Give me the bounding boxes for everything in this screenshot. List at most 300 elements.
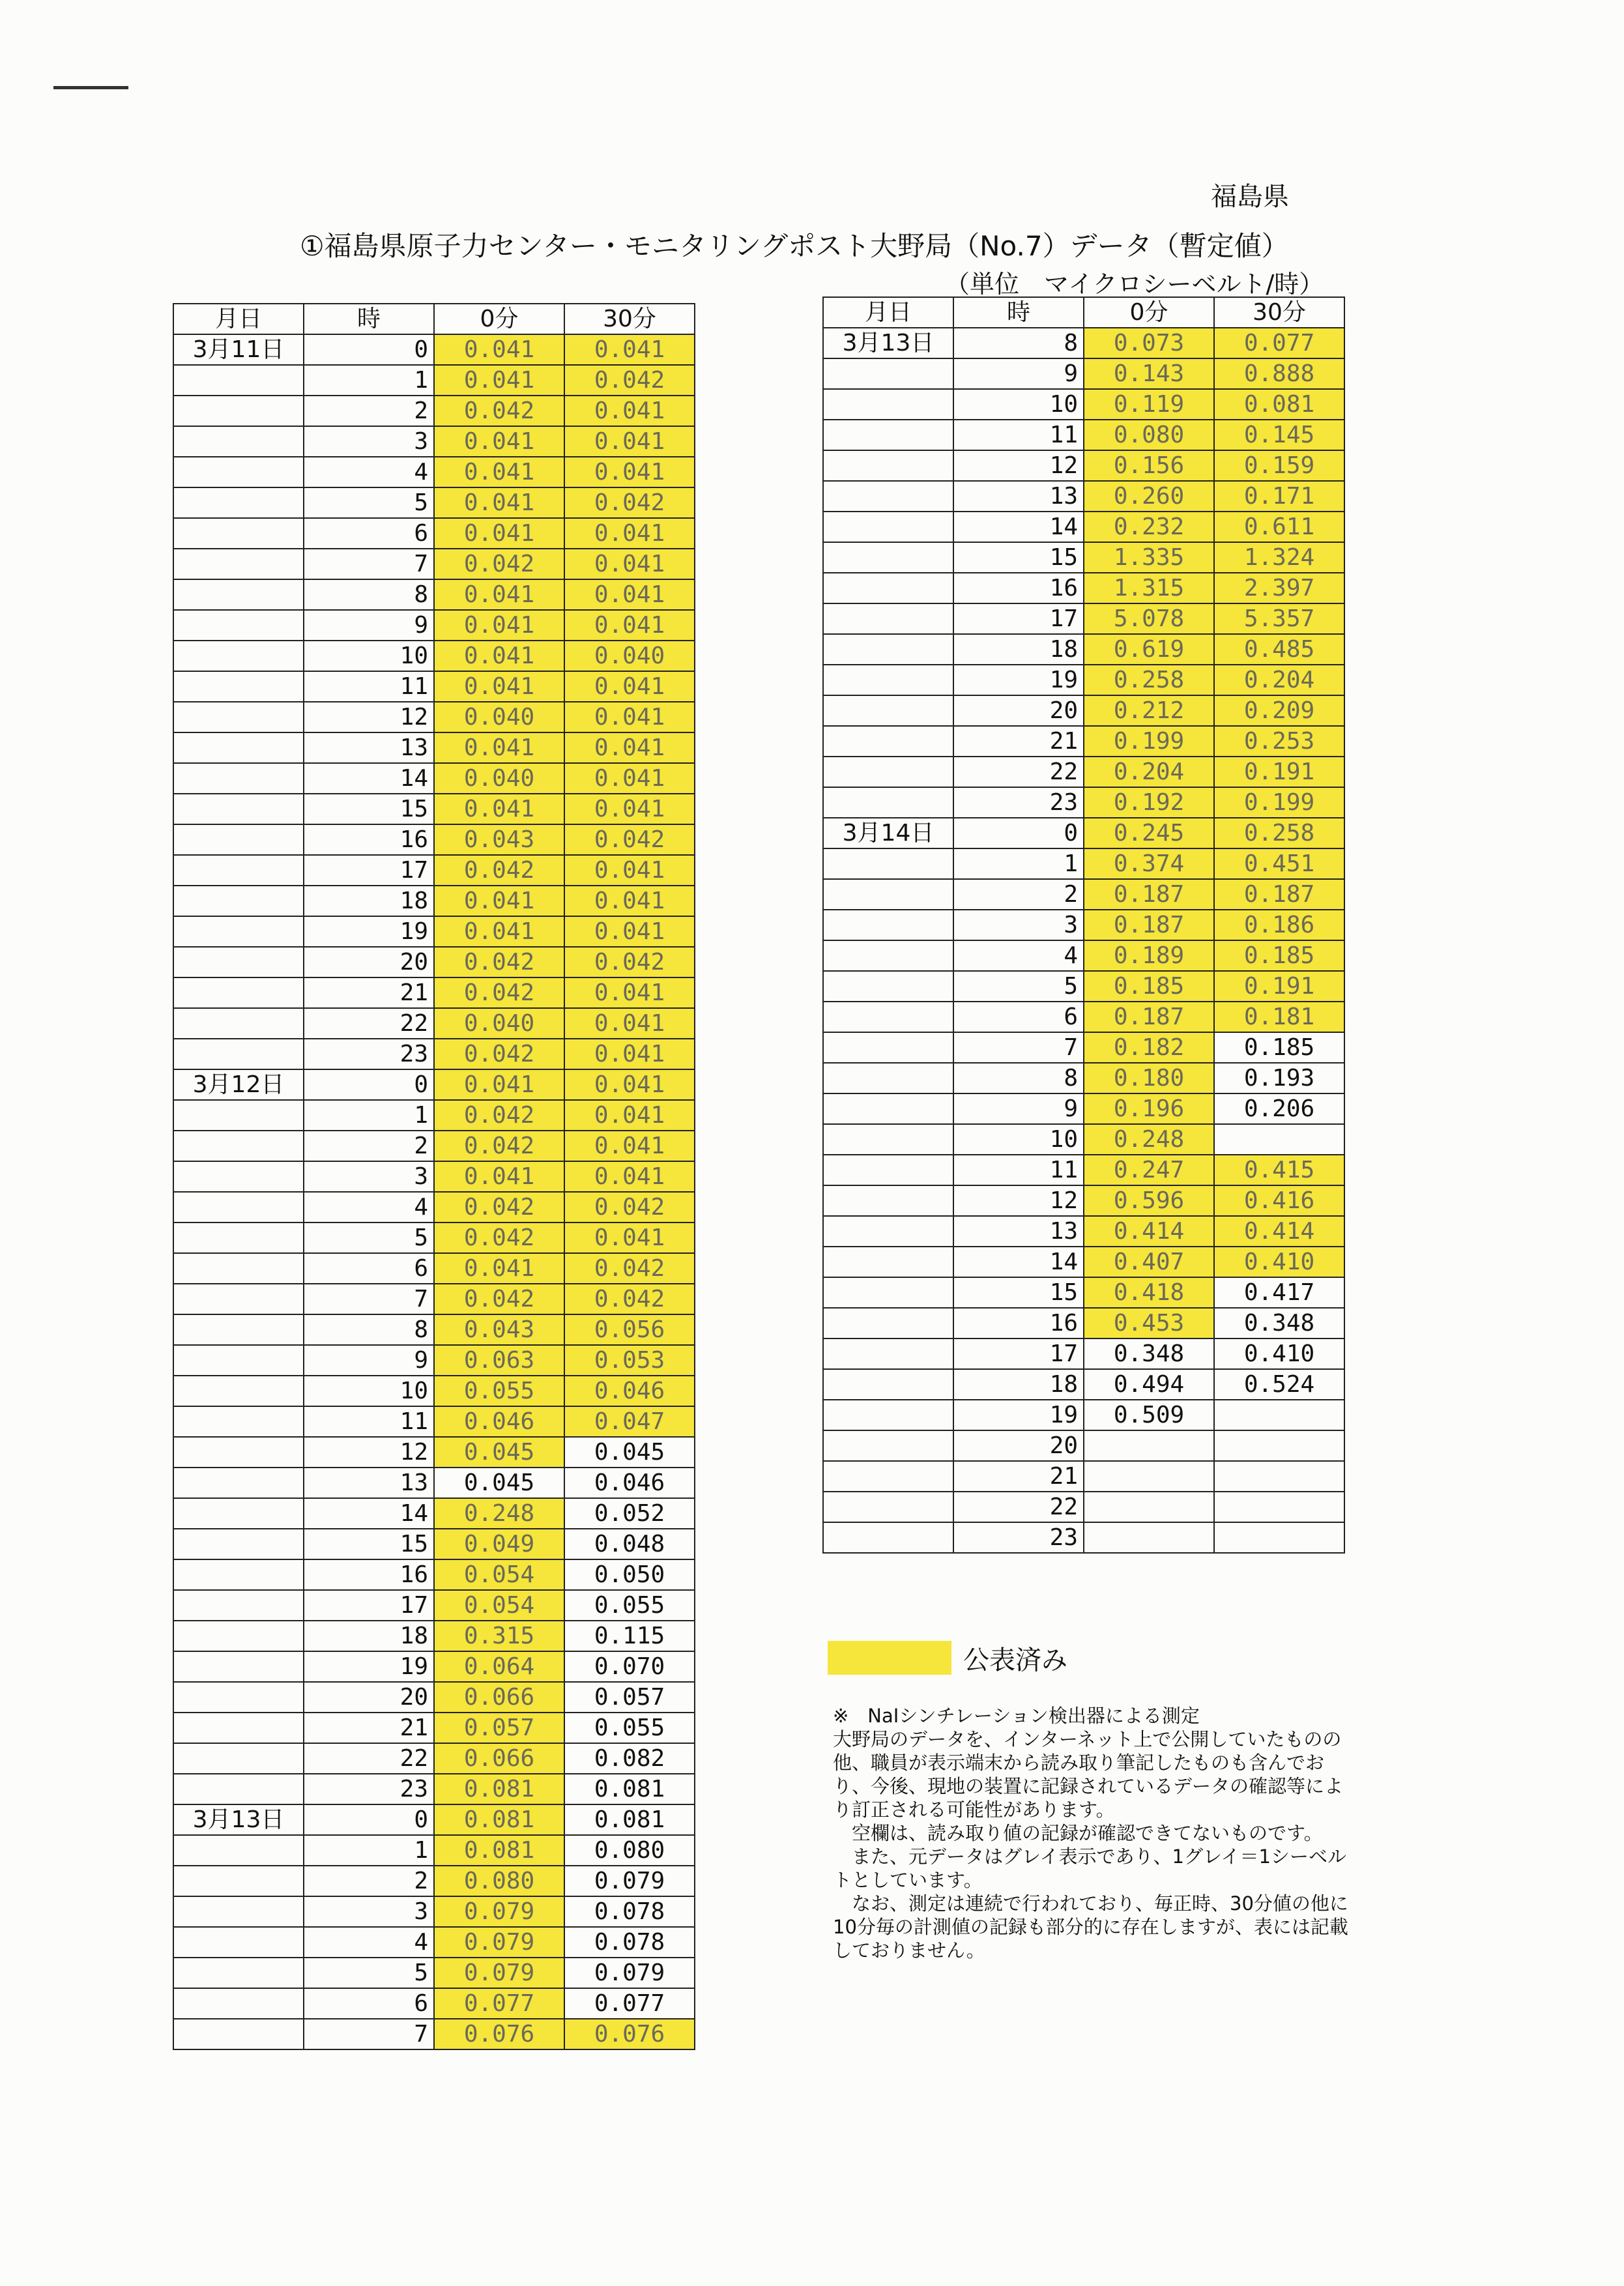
date-cell	[823, 1400, 953, 1430]
value-30min-cell: 0.042	[564, 947, 695, 977]
table-row	[173, 1406, 695, 1437]
value-30min-cell: 2.397	[1214, 573, 1344, 603]
hour-cell: 9	[953, 358, 1084, 389]
value-0min-cell: 0.042	[434, 1039, 564, 1069]
value-30min-cell: 0.050	[564, 1559, 695, 1590]
table-row	[173, 1284, 695, 1314]
hour-cell: 6	[304, 518, 434, 549]
value-30min-cell: 0.041	[564, 334, 695, 365]
value-0min-cell: 0.619	[1084, 634, 1214, 665]
value-30min-cell: 0.080	[564, 1835, 695, 1866]
date-cell	[823, 1492, 953, 1522]
value-0min-cell: 0.041	[434, 487, 564, 518]
hour-cell: 13	[304, 1468, 434, 1498]
hour-cell: 16	[304, 1559, 434, 1590]
note-line: 大野局のデータを、インターネット上で公開していたものの他、職員が表示端末から読み取り筆記したものも含んでおり、今後、現地の装置に記録されているデータの確認等により訂正される可能性があります。	[833, 1728, 1344, 1821]
column-header-hour: 時	[304, 304, 434, 334]
table-row	[173, 763, 695, 794]
value-0min-cell: 0.245	[1084, 818, 1214, 848]
notes	[833, 1704, 1354, 1962]
table-row	[173, 1621, 695, 1651]
hour-cell: 22	[953, 1492, 1084, 1522]
value-30min-cell: 0.078	[564, 1927, 695, 1958]
value-0min-cell: 0.374	[1084, 848, 1214, 879]
value-0min-cell: 0.041	[434, 426, 564, 457]
date-cell	[823, 1522, 953, 1553]
date-cell	[173, 1131, 304, 1161]
hour-cell: 3	[304, 1161, 434, 1192]
hour-cell: 0	[304, 1804, 434, 1835]
date-cell: 3月13日	[173, 1804, 304, 1835]
hour-cell: 20	[953, 695, 1084, 726]
value-0min-cell: 0.073	[1084, 328, 1214, 358]
value-30min-cell	[1214, 1124, 1344, 1155]
table-row	[173, 457, 695, 487]
date-cell	[173, 1621, 304, 1651]
table-row	[173, 1590, 695, 1621]
date-cell	[173, 1100, 304, 1131]
table-row	[823, 695, 1344, 726]
date-cell	[173, 702, 304, 732]
hour-cell: 0	[953, 818, 1084, 848]
value-0min-cell: 0.041	[434, 794, 564, 824]
value-0min-cell: 0.041	[434, 886, 564, 916]
date-cell	[173, 1437, 304, 1468]
prefecture-label: 福島県	[1211, 182, 1289, 212]
hour-cell: 12	[953, 450, 1084, 481]
value-30min-cell: 0.041	[564, 671, 695, 702]
value-30min-cell: 0.041	[564, 702, 695, 732]
value-30min-cell: 0.159	[1214, 450, 1344, 481]
table-row	[173, 1100, 695, 1131]
value-0min-cell: 5.078	[1084, 603, 1214, 634]
value-0min-cell: 0.042	[434, 1131, 564, 1161]
value-30min-cell: 0.057	[564, 1682, 695, 1713]
value-0min-cell: 0.315	[434, 1621, 564, 1651]
hour-cell: 3	[953, 910, 1084, 940]
hour-cell: 10	[953, 389, 1084, 420]
hour-cell: 5	[304, 487, 434, 518]
hour-cell: 21	[953, 1461, 1084, 1492]
value-30min-cell: 0.042	[564, 487, 695, 518]
value-30min-cell: 0.042	[564, 824, 695, 855]
hour-cell: 21	[304, 1713, 434, 1743]
table-row	[823, 450, 1344, 481]
hour-cell: 4	[953, 940, 1084, 971]
date-cell	[173, 1468, 304, 1498]
value-30min-cell: 1.324	[1214, 542, 1344, 573]
legend-swatch	[828, 1641, 951, 1675]
value-0min-cell: 0.418	[1084, 1277, 1214, 1308]
table-row	[173, 1468, 695, 1498]
value-30min-cell: 0.052	[564, 1498, 695, 1529]
value-0min-cell: 0.041	[434, 518, 564, 549]
value-0min-cell: 0.494	[1084, 1369, 1214, 1400]
hour-cell: 14	[304, 763, 434, 794]
value-0min-cell: 0.057	[434, 1713, 564, 1743]
hour-cell: 18	[953, 634, 1084, 665]
note-line: なお、測定は連続で行われており、毎正時、30分値の他に10分毎の計測値の記録も部分的に存在しますが、表には記載しておりません。	[833, 1892, 1348, 1961]
value-30min-cell: 0.047	[564, 1406, 695, 1437]
date-cell	[823, 1185, 953, 1216]
value-0min-cell: 0.063	[434, 1345, 564, 1376]
table-row	[173, 549, 695, 579]
hour-cell: 0	[304, 334, 434, 365]
value-0min-cell: 0.196	[1084, 1093, 1214, 1124]
date-cell	[173, 1559, 304, 1590]
date-cell	[823, 726, 953, 757]
table-row	[173, 365, 695, 396]
value-0min-cell: 0.066	[434, 1743, 564, 1774]
hour-cell: 13	[953, 1216, 1084, 1247]
date-cell	[173, 1376, 304, 1406]
date-cell	[173, 365, 304, 396]
table-row	[173, 1069, 695, 1100]
value-30min-cell: 0.415	[1214, 1155, 1344, 1185]
date-cell	[823, 910, 953, 940]
column-header-30min: 30分	[1214, 297, 1344, 328]
date-cell	[173, 1314, 304, 1345]
hour-cell: 14	[953, 1247, 1084, 1277]
value-30min-cell: 0.410	[1214, 1247, 1344, 1277]
hour-cell: 16	[953, 1308, 1084, 1338]
table-row	[173, 1743, 695, 1774]
table-row	[173, 1376, 695, 1406]
value-0min-cell: 0.414	[1084, 1216, 1214, 1247]
value-0min-cell: 0.192	[1084, 787, 1214, 818]
table-row	[173, 1039, 695, 1069]
value-30min-cell: 0.077	[1214, 328, 1344, 358]
table-row	[823, 1338, 1344, 1369]
table-row	[823, 634, 1344, 665]
value-30min-cell: 0.041	[564, 886, 695, 916]
value-0min-cell: 0.081	[434, 1804, 564, 1835]
date-cell	[173, 794, 304, 824]
hour-cell: 15	[304, 1529, 434, 1559]
value-30min-cell: 0.204	[1214, 665, 1344, 695]
hour-cell: 7	[304, 2019, 434, 2049]
table-row	[173, 610, 695, 641]
table-row	[173, 334, 695, 365]
date-cell	[173, 763, 304, 794]
date-cell	[173, 1743, 304, 1774]
value-0min-cell: 0.041	[434, 916, 564, 947]
value-30min-cell: 0.076	[564, 2019, 695, 2049]
value-0min-cell: 0.081	[434, 1774, 564, 1804]
date-cell	[173, 426, 304, 457]
date-cell	[173, 1835, 304, 1866]
table-row	[823, 818, 1344, 848]
date-cell	[823, 940, 953, 971]
value-30min-cell: 0.485	[1214, 634, 1344, 665]
date-cell	[823, 450, 953, 481]
hour-cell: 19	[304, 1651, 434, 1682]
date-cell	[173, 1774, 304, 1804]
value-0min-cell: 0.079	[434, 1958, 564, 1988]
value-30min-cell: 0.258	[1214, 818, 1344, 848]
table-row	[823, 1032, 1344, 1063]
value-0min-cell: 0.045	[434, 1437, 564, 1468]
hour-cell: 20	[304, 947, 434, 977]
hour-cell: 17	[953, 603, 1084, 634]
hour-cell: 13	[304, 732, 434, 763]
date-cell	[823, 1032, 953, 1063]
table-row	[823, 481, 1344, 512]
date-cell	[173, 1866, 304, 1896]
date-cell	[823, 787, 953, 818]
table-row	[823, 1002, 1344, 1032]
value-0min-cell: 0.247	[1084, 1155, 1214, 1185]
table-row	[173, 1651, 695, 1682]
hour-cell: 9	[304, 1345, 434, 1376]
value-0min-cell: 0.077	[434, 1988, 564, 2019]
value-0min-cell: 0.156	[1084, 450, 1214, 481]
value-30min-cell: 0.209	[1214, 695, 1344, 726]
table-row	[823, 971, 1344, 1002]
value-0min-cell: 0.189	[1084, 940, 1214, 971]
value-30min-cell: 0.041	[564, 518, 695, 549]
table-row	[173, 916, 695, 947]
date-cell	[173, 1008, 304, 1039]
hour-cell: 5	[304, 1958, 434, 1988]
value-30min-cell: 0.451	[1214, 848, 1344, 879]
table-row	[173, 1682, 695, 1713]
value-30min-cell: 0.079	[564, 1958, 695, 1988]
date-cell	[823, 695, 953, 726]
value-0min-cell: 0.041	[434, 1069, 564, 1100]
value-0min-cell: 0.187	[1084, 879, 1214, 910]
value-30min-cell: 0.081	[564, 1774, 695, 1804]
value-0min-cell: 0.042	[434, 977, 564, 1008]
value-30min-cell: 0.041	[564, 977, 695, 1008]
date-cell	[173, 1927, 304, 1958]
date-cell	[823, 512, 953, 542]
hour-cell: 8	[304, 579, 434, 610]
value-30min-cell: 0.078	[564, 1896, 695, 1927]
date-cell	[173, 824, 304, 855]
table-row	[173, 1713, 695, 1743]
hour-cell: 14	[953, 512, 1084, 542]
value-30min-cell: 0.041	[564, 1131, 695, 1161]
column-header-date: 月日	[823, 297, 953, 328]
date-cell	[173, 977, 304, 1008]
value-0min-cell: 0.041	[434, 365, 564, 396]
hour-cell: 20	[304, 1682, 434, 1713]
scan-mark	[53, 86, 128, 89]
value-30min-cell: 0.055	[564, 1713, 695, 1743]
date-cell	[173, 1192, 304, 1223]
table-row	[173, 396, 695, 426]
value-0min-cell: 0.185	[1084, 971, 1214, 1002]
table-row	[823, 665, 1344, 695]
value-30min-cell: 0.056	[564, 1314, 695, 1345]
value-0min-cell: 1.315	[1084, 573, 1214, 603]
value-30min-cell: 0.410	[1214, 1338, 1344, 1369]
hour-cell: 23	[304, 1774, 434, 1804]
date-cell	[823, 1430, 953, 1461]
date-cell	[823, 665, 953, 695]
hour-cell: 22	[953, 757, 1084, 787]
table-row	[823, 940, 1344, 971]
date-cell	[173, 1161, 304, 1192]
hour-cell: 10	[304, 641, 434, 671]
date-cell	[173, 1345, 304, 1376]
hour-cell: 12	[304, 1437, 434, 1468]
unit-label: （単位 マイクロシーベルト/時）	[945, 270, 1324, 298]
value-0min-cell: 0.348	[1084, 1338, 1214, 1369]
value-30min-cell: 0.524	[1214, 1369, 1344, 1400]
page-title: ①福島県原子力センター・モニタリングポスト大野局（No.7）データ（暫定値）	[300, 230, 1289, 262]
hour-cell: 4	[304, 457, 434, 487]
value-30min-cell: 0.048	[564, 1529, 695, 1559]
hour-cell: 2	[304, 1866, 434, 1896]
table-row	[823, 1522, 1344, 1553]
date-cell	[823, 603, 953, 634]
value-30min-cell	[1214, 1522, 1344, 1553]
date-cell	[173, 886, 304, 916]
hour-cell: 16	[953, 573, 1084, 603]
value-30min-cell	[1214, 1492, 1344, 1522]
date-cell	[173, 549, 304, 579]
value-0min-cell: 0.081	[434, 1835, 564, 1866]
value-0min-cell: 0.041	[434, 671, 564, 702]
legend-label: 公表済み	[963, 1645, 1067, 1675]
value-30min-cell: 0.041	[564, 610, 695, 641]
hour-cell: 20	[953, 1430, 1084, 1461]
date-cell	[173, 1223, 304, 1253]
table-row	[173, 947, 695, 977]
date-cell	[173, 1284, 304, 1314]
table-row	[823, 542, 1344, 573]
value-0min-cell: 0.046	[434, 1406, 564, 1437]
date-cell	[173, 947, 304, 977]
table-row	[823, 1093, 1344, 1124]
table-row	[173, 1437, 695, 1468]
value-0min-cell: 0.042	[434, 549, 564, 579]
date-cell	[173, 1529, 304, 1559]
hour-cell: 21	[304, 977, 434, 1008]
value-30min-cell: 0.888	[1214, 358, 1344, 389]
table-row	[173, 641, 695, 671]
table-row	[173, 824, 695, 855]
value-0min-cell: 0.187	[1084, 1002, 1214, 1032]
hour-cell: 19	[953, 665, 1084, 695]
value-30min-cell: 0.041	[564, 855, 695, 886]
hour-cell: 10	[304, 1376, 434, 1406]
date-cell	[823, 1002, 953, 1032]
value-0min-cell: 0.407	[1084, 1247, 1214, 1277]
date-cell	[173, 641, 304, 671]
hour-cell: 8	[304, 1314, 434, 1345]
value-0min-cell: 0.054	[434, 1590, 564, 1621]
hour-cell: 4	[304, 1192, 434, 1223]
table-row	[173, 1498, 695, 1529]
value-0min-cell: 0.042	[434, 1192, 564, 1223]
value-30min-cell	[1214, 1400, 1344, 1430]
date-cell	[173, 855, 304, 886]
value-0min-cell: 0.041	[434, 579, 564, 610]
table-row	[823, 910, 1344, 940]
hour-cell: 15	[953, 542, 1084, 573]
hour-cell: 22	[304, 1008, 434, 1039]
value-30min-cell: 0.414	[1214, 1216, 1344, 1247]
table-row	[823, 1430, 1344, 1461]
date-cell	[173, 1988, 304, 2019]
value-30min-cell: 0.206	[1214, 1093, 1344, 1124]
value-0min-cell: 0.258	[1084, 665, 1214, 695]
hour-cell: 3	[304, 426, 434, 457]
hour-cell: 11	[953, 1155, 1084, 1185]
table-row	[173, 1131, 695, 1161]
table-row	[173, 1253, 695, 1284]
column-header-hour: 時	[953, 297, 1084, 328]
table-row	[173, 1896, 695, 1927]
value-30min-cell: 0.041	[564, 1008, 695, 1039]
table-row	[173, 794, 695, 824]
value-30min-cell: 0.199	[1214, 787, 1344, 818]
value-30min-cell: 0.348	[1214, 1308, 1344, 1338]
date-cell	[173, 1651, 304, 1682]
date-cell	[823, 879, 953, 910]
hour-cell: 6	[304, 1988, 434, 2019]
date-cell: 3月12日	[173, 1069, 304, 1100]
hour-cell: 2	[953, 879, 1084, 910]
date-cell	[173, 1498, 304, 1529]
table-row	[173, 1927, 695, 1958]
hour-cell: 7	[304, 1284, 434, 1314]
value-0min-cell: 0.041	[434, 1161, 564, 1192]
value-0min-cell	[1084, 1492, 1214, 1522]
value-30min-cell: 0.042	[564, 365, 695, 396]
hour-cell: 6	[304, 1253, 434, 1284]
table-row	[173, 1988, 695, 2019]
date-cell	[823, 634, 953, 665]
date-cell	[823, 389, 953, 420]
value-0min-cell: 0.041	[434, 732, 564, 763]
table-row	[173, 1345, 695, 1376]
hour-cell: 8	[953, 328, 1084, 358]
date-cell	[823, 481, 953, 512]
date-cell	[173, 1406, 304, 1437]
value-0min-cell: 1.335	[1084, 542, 1214, 573]
value-0min-cell: 0.199	[1084, 726, 1214, 757]
date-cell	[173, 2019, 304, 2049]
date-cell: 3月14日	[823, 818, 953, 848]
table-row	[173, 1958, 695, 1988]
value-0min-cell: 0.180	[1084, 1063, 1214, 1093]
date-cell	[173, 457, 304, 487]
table-row	[823, 787, 1344, 818]
hour-cell: 1	[304, 1835, 434, 1866]
data-table-left	[173, 303, 695, 2050]
value-30min-cell: 0.041	[564, 1039, 695, 1069]
table-row	[173, 2019, 695, 2049]
value-0min-cell: 0.040	[434, 763, 564, 794]
hour-cell: 9	[304, 610, 434, 641]
value-0min-cell	[1084, 1461, 1214, 1492]
table-row	[823, 603, 1344, 634]
date-cell	[173, 1713, 304, 1743]
value-30min-cell: 0.041	[564, 1161, 695, 1192]
value-0min-cell: 0.040	[434, 1008, 564, 1039]
table-row	[173, 1314, 695, 1345]
hour-cell: 2	[304, 1131, 434, 1161]
table-row	[823, 848, 1344, 879]
table-row	[173, 1529, 695, 1559]
table-row	[823, 1461, 1344, 1492]
table-row	[173, 671, 695, 702]
hour-cell: 1	[304, 365, 434, 396]
